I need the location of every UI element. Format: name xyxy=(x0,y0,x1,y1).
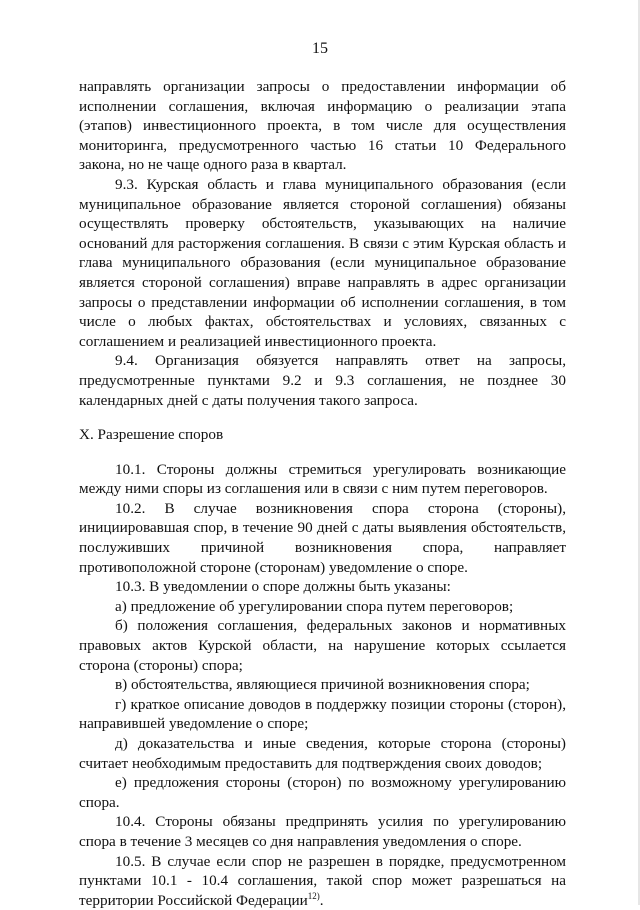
footnote-reference: 12) xyxy=(307,890,320,901)
paragraph: в) обстоятельства, являющиеся причиной возникновения спора; xyxy=(115,676,530,694)
paragraph: д) доказательства и иные сведения, которые сторона (стороны) считает необходимым предоставить для подтверждения своих доводов; xyxy=(79,735,566,772)
paragraph: а) предложение об урегулировании спора путем переговоров; xyxy=(115,597,514,615)
paragraph: 10.1. Стороны должны стремиться урегулировать возникающие между ними споры из соглашения или в связи с ним путем переговоров. xyxy=(79,460,566,498)
page-number: 15 xyxy=(312,40,328,57)
paragraph: 10.3. В уведомлении о споре должны быть указаны: xyxy=(115,578,451,596)
paragraph: г) краткое описание доводов в поддержку позиции стороны (сторон), направившей уведомление о споре; xyxy=(79,695,566,733)
paragraph-group-section-10 xyxy=(79,460,566,852)
paragraph-group-section-9 xyxy=(79,77,566,410)
paragraph: направлять организации запросы о предоставлении информации об исполнении соглашения, включая информацию о реализации этапа (этапов) инвестиционного проекта, в том числе для осуществления мониторинга, предусмотренного частью 16 статьи 10 Федерального закона, но не чаще одного раза в квартал. xyxy=(79,78,566,174)
paragraph-10-5 xyxy=(79,852,566,910)
paragraph: 9.4. Организация обязуется направлять ответ на запросы, предусмотренные пунктами 9.2 и 9.3 соглашения, не позднее 30 календарных дней с даты получения такого запроса. xyxy=(79,352,566,409)
paragraph: е) предложения стороны (сторон) по возможному урегулированию спора. xyxy=(79,774,566,811)
section-heading: X. Разрешение споров xyxy=(79,426,224,444)
paragraph: 10.2. В случае возникновения спора сторона (стороны), инициировавшая спор, в течение 90 дней с даты выявления обстоятельств, послуживших причиной возникновения спора, направляет противоположной стороне (сторонам) уведомление о споре. xyxy=(79,499,566,576)
paragraph-end: . xyxy=(319,891,324,909)
paragraph: 9.3. Курская область и глава муниципального образования (если муниципальное образование является стороной соглашения) обязаны осуществлять проверку обстоятельств, указывающих на наличие оснований для расторжения соглашения. В связи с этим Курская область и глава муниципального образования (если муниципальное образование является стороной соглашения) вправе направлять в адрес организации запросы о представлении информации об исполнении соглашения, в том числе о любых фактах, обстоятельствах и условиях, связанных с соглашением и реализацией инвестиционного проекта. xyxy=(79,175,566,350)
paragraph: б) положения соглашения, федеральных законов и нормативных правовых актов Курской области, на нарушение которых ссылается сторона (стороны) спора; xyxy=(79,617,566,674)
paragraph-text: 10.5. В случае если спор не разрешен в порядке, предусмотренном пунктами 10.1 - 10.4 соглашения, такой спор может разрешаться на территории Российской Федерации xyxy=(79,852,566,909)
paragraph: 10.4. Стороны обязаны предпринять усилия по урегулированию спора в течение 3 месяцев со дня направления уведомления о споре. xyxy=(79,813,566,850)
document-body xyxy=(79,77,566,910)
